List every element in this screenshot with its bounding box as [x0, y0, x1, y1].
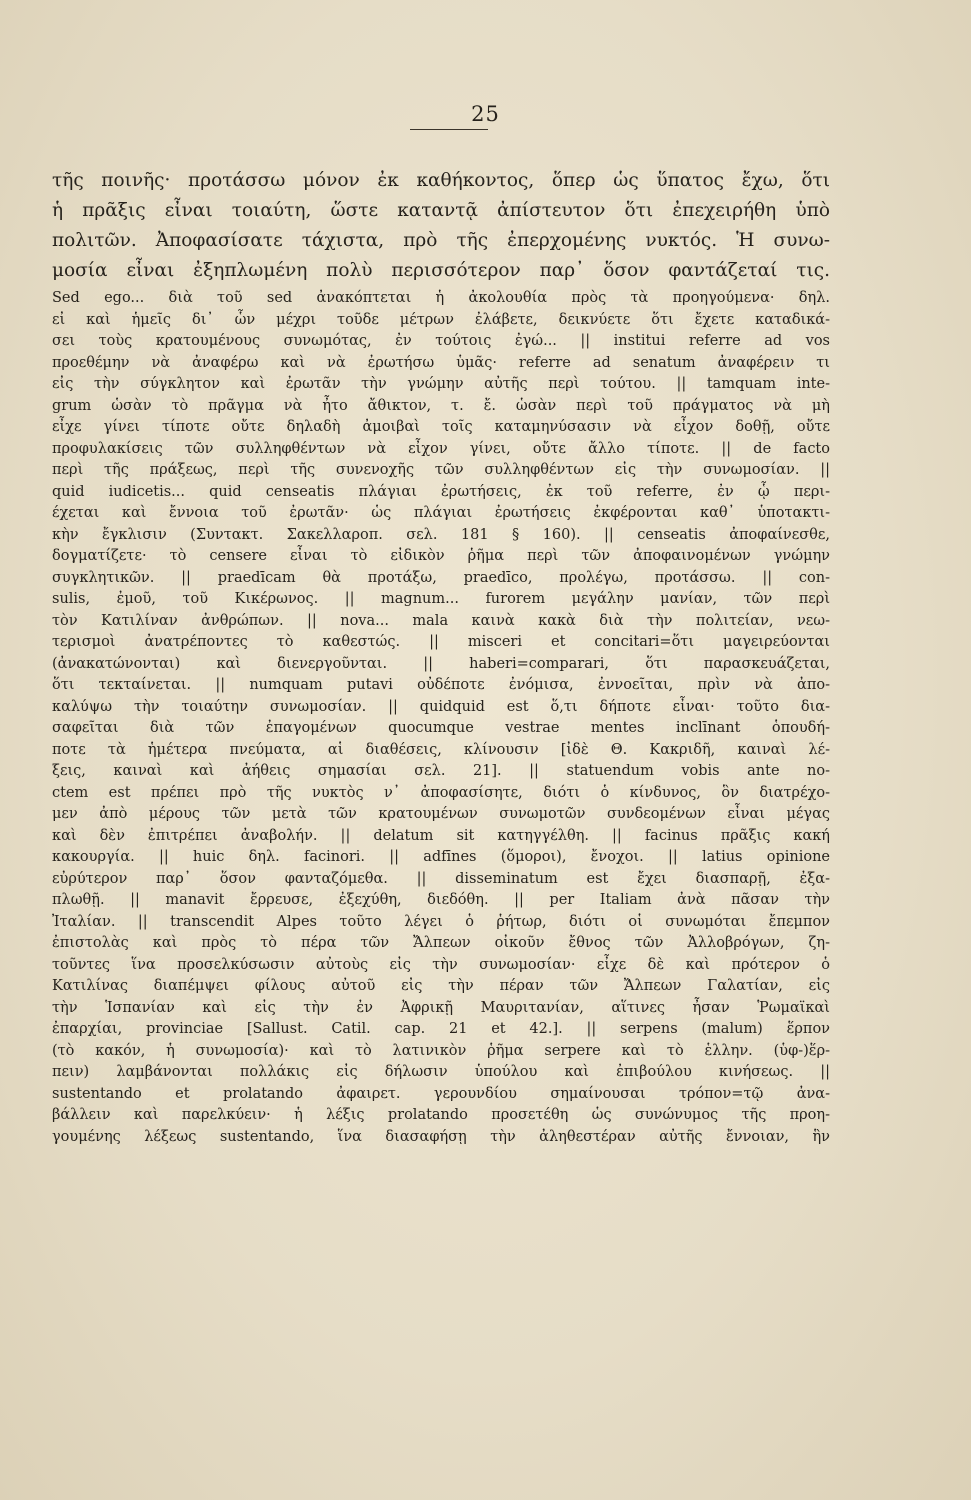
text-line: τερισμοὶ ἀνατρέποντες τὸ καθεστώς. || misceri et concitari=ὅτι μαγειρεύονται: [52, 634, 830, 650]
text-line: τὴν Ἱσπανίαν καὶ εἰς τὴν ἐν Ἀφρικῇ Μαυριτανίαν, αἵτινες ἦσαν Ῥωμαϊκαὶ: [52, 999, 830, 1016]
text-line: προεθέμην νὰ ἀναφέρω καὶ νὰ ἐρωτήσω ὑμᾶς· referre ad senatum ἀναφέρειν τι: [52, 354, 830, 371]
text-line: κακουργία. || huic δηλ. facinori. || adfīnes (ὅμοροι), ἔνοχοι. || latius opinione: [52, 849, 830, 865]
commentary-text: [52, 166, 830, 1148]
text-line: sustentando et prolatando ἀφαιρετ. γερουνδίου σημαίνουσαι τρόπον=τῷ ἀνα-: [52, 1085, 830, 1102]
text-line: καλύψω τὴν τοιαύτην συνωμοσίαν. || quidquid est ὅ,τι δήποτε εἶναι· τοῦτο δια-: [52, 698, 830, 715]
text-line: ἐπιστολὰς καὶ πρὸς τὸ πέρα τῶν Ἄλπεων οἰκοῦν ἔθνος τῶν Ἀλλοβρόγων, ζη-: [52, 935, 830, 951]
text-line: εἶχε γίνει τίποτε οὔτε δηλαδὴ ἀμοιβαὶ τοῖς καταμηνύσασιν νὰ εἶχον δοθῇ, οὔτε: [52, 419, 830, 435]
text-line: ξεις, καιναὶ καὶ ἀήθεις σημασίαι σελ. 21]. || statuendum vobis ante no-: [52, 763, 830, 779]
text-line: ποτε τὰ ἡμέτερα πνεύματα, αἱ διαθέσεις, κλίνουσιν [ἰδὲ Θ. Κακριδῆ, καιναὶ λέ-: [52, 741, 830, 758]
page-number-rule: [410, 129, 488, 130]
text-line: πολιτῶν. Ἀποφασίσατε τάχιστα, πρὸ τῆς ἐπερχομένης νυκτός. Ἡ συνω-: [52, 230, 830, 251]
text-line: ἐπαρχίαι, provinciae [Sallust. Catil. cap. 21 et 42.]. || serpens (malum) ἕρπον: [52, 1021, 830, 1037]
text-line: sulis, ἐμοῦ, τοῦ Κικέρωνος. || magnum... furorem μεγάλην μανίαν, τῶν περὶ: [52, 591, 830, 607]
page-number: 25: [471, 102, 500, 126]
text-line: Sed ego... διὰ τοῦ sed ἀνακόπτεται ἡ ἀκολουθία πρὸς τὰ προηγούμενα· δηλ.: [52, 290, 830, 306]
text-line: grum ὡσὰν τὸ πρᾶγμα νὰ ἦτο ἄθικτον, τ. ἔ. ὡσὰν περὶ τοῦ πράγματος νὰ μὴ: [52, 397, 830, 414]
text-line: quid iudicetis... quid censeatis πλάγιαι ἐρωτήσεις, ἐκ τοῦ referre, ἐν ᾧ περι-: [52, 483, 830, 500]
text-line: σει τοὺς κρατουμένους συνωμότας, ἐν τούτοις ἐγώ... || institui referre ad vos: [52, 333, 830, 349]
text-line: συγκλητικῶν. || praedīcam θὰ προτάξω, praedīco, προλέγω, προτάσσω. || con-: [52, 569, 830, 586]
text-line: καὶ δὲν ἐπιτρέπει ἀναβολήν. || delatum sit κατηγγέλθη. || facinus πρᾶξις κακή: [52, 827, 830, 844]
text-line: εἰς τὴν σύγκλητον καὶ ἐρωτᾶν τὴν γνώμην αὐτῆς περὶ τούτου. || tamquam inte-: [52, 376, 830, 392]
text-line: προφυλακίσεις τῶν συλληφθέντων νὰ εἶχον γίνει, οὔτε ἄλλο τίποτε. || de facto: [52, 440, 830, 457]
text-line: σαφεῖται διὰ τῶν ἐπαγομένων quocumque vestrae mentes inclīnant ὁπουδή-: [52, 720, 830, 736]
text-line: Κατιλίνας διαπέμψει φίλους αὐτοῦ εἰς τὴν πέραν τῶν Ἄλπεων Γαλατίαν, εἰς: [52, 978, 830, 994]
text-line: (ἀνακατώνονται) καὶ διενεργοῦνται. || haberi=comparari, ὅτι παρασκευάζεται,: [52, 655, 830, 672]
text-line: έχεται καὶ ἔννοια τοῦ ἐρωτᾶν· ὡς πλάγιαι ἐρωτήσεις ἐκφέρονται καθ᾽ ὑποτακτι-: [52, 505, 830, 521]
text-line: τοῦντες ἵνα προσελκύσωσιν αὐτοὺς εἰς τὴν συνωμοσίαν· εἶχε δὲ καὶ πρότερον ὁ: [52, 956, 830, 973]
text-line: Ἰταλίαν. || transcendit Alpes τοῦτο λέγει ὁ ῥήτωρ, διότι οἱ συνωμόται ἔπεμπον: [52, 913, 830, 930]
text-line: μεν ἀπὸ μέρους τῶν μετὰ τῶν κρατουμένων συνωμοτῶν συνδεομένων εἶναι μέγας: [52, 806, 830, 822]
text-line: βάλλειν καὶ παρελκύειν· ἡ λέξις prolatando προσετέθη ὡς συνώνυμος τῆς προη-: [52, 1107, 830, 1123]
text-line: εἰ καὶ ἡμεῖς δι᾽ ὧν μέχρι τοῦδε μέτρων ἐλάβετε, δεικνύετε ὅτι ἔχετε καταδικά-: [52, 311, 830, 328]
text-line: γουμένης λέξεως sustentando, ἵνα διασαφήσῃ τὴν ἀληθεστέραν αὐτῆς ἔννοιαν, ἣν: [52, 1128, 830, 1145]
text-line: εὐρύτερον παρ᾽ ὅσον φανταζόμεθα. || disseminatum est ἔχει διασπαρῇ, ἐξα-: [52, 870, 830, 887]
text-line: ὅτι τεκταίνεται. || numquam putavi οὐδέποτε ἐνόμισα, ἐννοεῖται, πρὶν νὰ ἀπο-: [52, 677, 830, 693]
text-line: ἡ πρᾶξις εἶναι τοιαύτη, ὥστε καταντᾷ ἀπίστευτον ὅτι ἐπεχειρήθη ὑπὸ: [52, 200, 830, 221]
text-line: πλωθῇ. || manavit ἔρρευσε, ἐξεχύθη, διεδόθη. || per Italiam ἀνὰ πᾶσαν τὴν: [52, 892, 830, 908]
text-line: δογματίζετε· τὸ censere εἶναι τὸ εἰδικὸν ῥῆμα περὶ τῶν ἀποφαινομένων γνώμην: [52, 548, 830, 564]
text-line: περὶ τῆς πράξεως, περὶ τῆς συνενοχῆς τῶν συλληφθέντων εἰς τὴν συνωμοσίαν. ||: [52, 462, 830, 478]
text-line: πειν) λαμβάνονται πολλάκις εἰς δήλωσιν ὑπούλου καὶ ἐπιβούλου κινήσεως. ||: [52, 1064, 830, 1080]
text-line: κὴν ἔγκλισιν (Συντακτ. Σακελλαροπ. σελ. 181 § 160). || censeatis ἀποφαίνεσθε,: [52, 526, 830, 543]
text-line: ctem est πρέπει πρὸ τῆς νυκτὸς ν᾽ ἀποφασίσητε, διότι ὁ κίνδυνος, ὃν διατρέχο-: [52, 784, 830, 801]
text-line: τῆς ποινῆς· προτάσσω μόνον ἐκ καθήκοντος, ὅπερ ὡς ὕπατος ἔχω, ὅτι: [52, 170, 830, 191]
text-line: τὸν Κατιλίναν ἀνθρώπων. || nova... mala καινὰ κακὰ διὰ τὴν πολιτείαν, νεω-: [52, 612, 830, 629]
text-line: (τὸ κακόν, ἡ συνωμοσία)· καὶ τὸ λατινικὸν ῥῆμα serpere καὶ τὸ ἑλλην. (ὑφ-)ἕρ-: [52, 1042, 830, 1059]
text-line: μοσία εἶναι ἐξηπλωμένη πολὺ περισσότερον παρ᾽ ὅσον φαντάζεταί τις.: [52, 260, 830, 281]
